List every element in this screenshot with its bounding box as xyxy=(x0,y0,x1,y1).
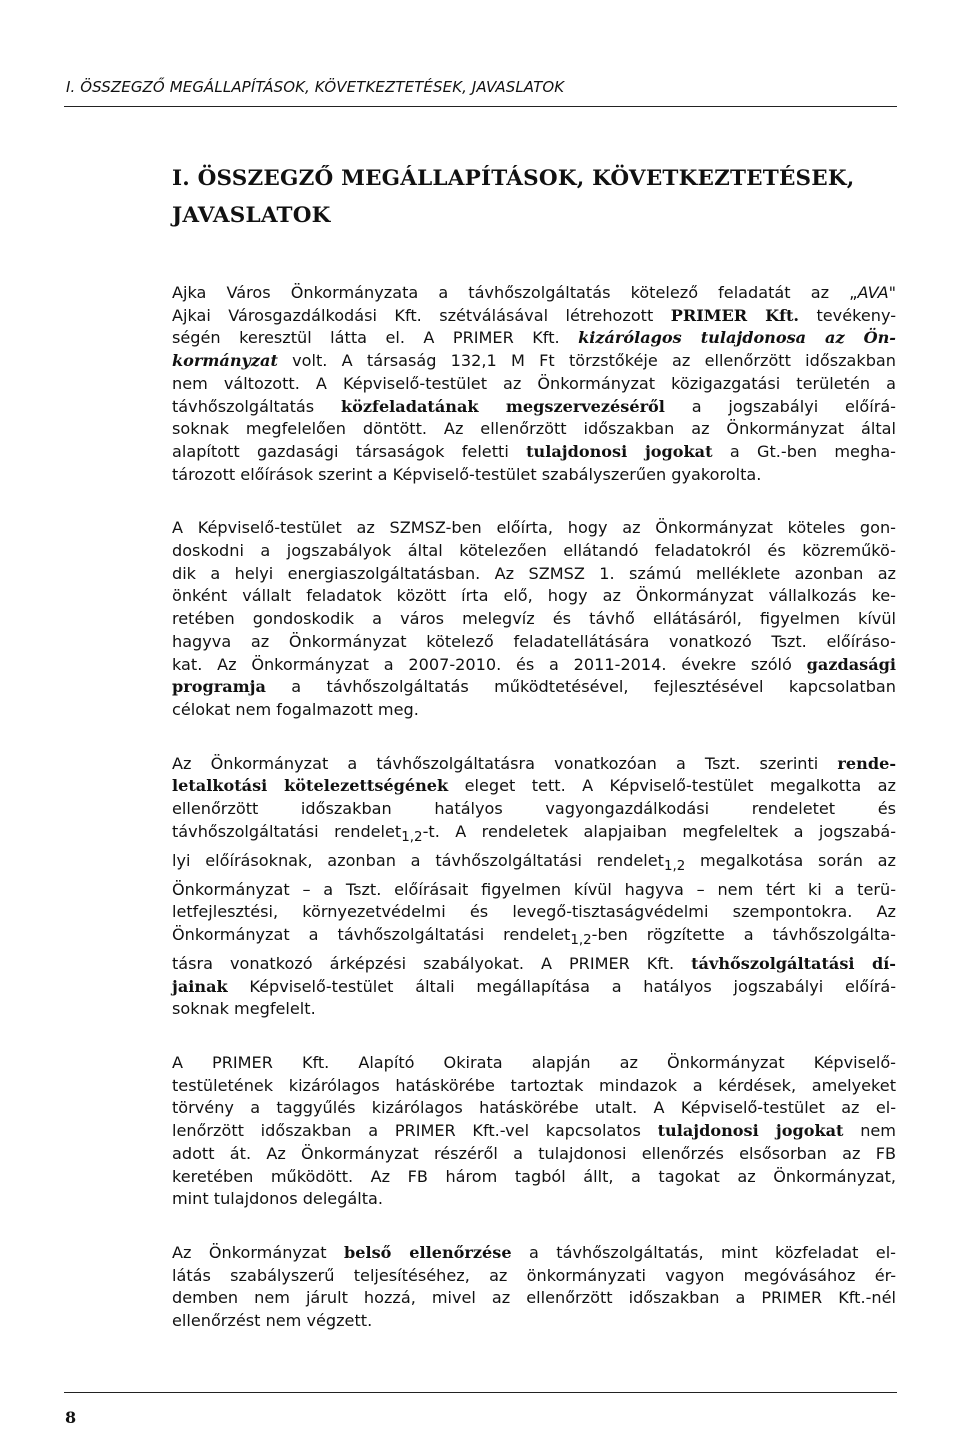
header-rule xyxy=(64,106,897,107)
text-line: Az Önkormányzat a távhőszolgáltatásra vonatkozóan a Tszt. szerinti rende- xyxy=(172,753,896,773)
paragraph-2 xyxy=(172,517,896,721)
text-line: Ajkai Városgazdálkodási Kft. szétválásával létrehozott PRIMER Kft. tevékeny- xyxy=(172,305,897,325)
text-line: alapított gazdasági társaságok feletti tulajdonosi jogokat a Gt.-ben megha- xyxy=(172,441,896,461)
chapter-title-line-2: JAVASLATOK xyxy=(172,203,331,228)
text-line: ségén keresztül látta el. A PRIMER Kft. kizárólagos tulajdonosa az Ön- xyxy=(172,328,896,348)
text-line: kat. Az Önkormányzat a 2007-2010. és a 2011-2014. évekre szóló gazdasági xyxy=(172,654,896,674)
text-line: lenőrzött időszakban a PRIMER Kft.-vel kapcsolatos tulajdonosi jogokat nem xyxy=(172,1121,896,1141)
text-line: önként vállalt feladatok között írta elő, hogy az Önkormányzat vállalkozás ke- xyxy=(172,586,896,606)
text-line: Az Önkormányzat belső ellenőrzése a távhőszolgáltatás, mint közfeladat el- xyxy=(172,1242,896,1262)
text-line: keretében működött. Az FB három tagból állt, a tagokat az Önkormányzat, xyxy=(172,1166,896,1186)
text-line: törvény a taggyűlés kizárólagos hatáskörébe utalt. A Képviselő-testület az el- xyxy=(172,1098,896,1118)
text-line: retében gondoskodik a város melegvíz és távhő ellátásáról, figyelmen kívül xyxy=(172,609,896,629)
text-line: kormányzat volt. A társaság 132,1 M Ft törzstőkéje az ellenőrzött időszakban xyxy=(172,351,896,371)
text-line: lyi előírásoknak, azonban a távhőszolgáltatási rendelet$_{1,2}$ megalkotása során az xyxy=(172,850,896,874)
text-line: A Képviselő-testület az SZMSZ-ben előírta, hogy az Önkormányzat köteles gon- xyxy=(172,518,896,538)
text-line: soknak megfelelően döntött. Az ellenőrzött időszakban az Önkormányzat által xyxy=(172,419,896,439)
paragraph-4 xyxy=(172,1052,896,1211)
text-line: A PRIMER Kft. Alapító Okirata alapján az Önkormányzat Képviselő- xyxy=(172,1053,896,1073)
text-line: doskodni a jogszabályok által kötelezően ellátandó feladatokról és közreműkö- xyxy=(172,541,896,561)
text-line: Önkormányzat a távhőszolgáltatási rendelet$_{1,2}$-ben rögzítette a távhőszolgálta- xyxy=(172,925,896,949)
text-line: Önkormányzat – a Tszt. előírásait figyelmen kívül hagyva – nem tért ki a terü- xyxy=(172,879,896,899)
text-line: hagyva az Önkormányzat kötelező feladatellátására vonatkozó Tszt. előíráso- xyxy=(172,631,896,651)
text-line: dik a helyi energiaszolgáltatásban. Az SZMSZ 1. számú melléklete azonban az xyxy=(172,563,896,583)
text-line: soknak megfelelt. xyxy=(172,999,316,1019)
text-line: letalkotási kötelezettségének eleget tett. A Képviselő-testület megalkotta az xyxy=(172,776,896,796)
text-line: ellenőrzést nem végzett. xyxy=(172,1311,373,1331)
text-line: tásra vonatkozó árképzési szabályokat. A PRIMER Kft. távhőszolgáltatási dí- xyxy=(172,953,896,973)
text-line: programja a távhőszolgáltatás működtetésével, fejlesztésével kapcsolatban xyxy=(172,677,896,697)
text-line: távhőszolgáltatási rendelet$_{1,2}$-t. A rendeletek alapjaiban megfeleltek a jogszabá- xyxy=(172,821,896,845)
text-line: ellenőrzött időszakban hatályos vagyongazdálkodási rendeletet és xyxy=(172,799,896,819)
text-line: letfejlesztési, környezetvédelmi és levegő-tisztaságvédelmi szempontokra. Az xyxy=(172,902,896,922)
text-line: nem változott. A Képviselő-testület az Önkormányzat közigazgatási területén a xyxy=(172,373,896,393)
text-line: demben nem járult hozzá, mivel az ellenőrzött időszakban a PRIMER Kft.-nél xyxy=(172,1288,896,1308)
page-number: 8 xyxy=(65,1408,77,1427)
text-line: adott át. Az Önkormányzat részéről a tulajdonosi ellenőrzés elsősorban az FB xyxy=(172,1143,896,1163)
text-line: célokat nem fogalmazott meg. xyxy=(172,699,419,719)
paragraph-1 xyxy=(172,282,896,486)
text-line: távhőszolgáltatás közfeladatának megszervezéséről a jogszabályi előírá- xyxy=(172,396,896,416)
chapter-title xyxy=(172,160,892,234)
text-line: jainak Képviselő-testület általi megállapítása a hatályos jogszabályi előírá- xyxy=(172,976,896,996)
body-text xyxy=(172,282,896,1364)
paragraph-3 xyxy=(172,753,896,1021)
footer-rule xyxy=(64,1392,897,1393)
text-line: mint tulajdonos delegálta. xyxy=(172,1189,384,1209)
chapter-title-line-1: I. ÖSSZEGZŐ MEGÁLLAPÍTÁSOK, KÖVETKEZTETÉSEK, xyxy=(172,166,855,191)
text-line: tározott előírások szerint a Képviselő-testület szabályszerűen gyakorolta. xyxy=(172,464,762,484)
text-line: testületének kizárólagos hatáskörébe tartoztak mindazok a kérdések, amelyeket xyxy=(172,1075,896,1095)
text-line: látás szabályszerű teljesítéséhez, az önkormányzati vagyon megóvásához ér- xyxy=(172,1265,896,1285)
running-header: I. ÖSSZEGZŐ MEGÁLLAPÍTÁSOK, KÖVETKEZTETÉSEK, JAVASLATOK xyxy=(66,78,565,96)
paragraph-5 xyxy=(172,1242,896,1333)
text-line: Ajka Város Önkormányzata a távhőszolgáltatás kötelező feladatát az „AVA" xyxy=(172,283,896,302)
